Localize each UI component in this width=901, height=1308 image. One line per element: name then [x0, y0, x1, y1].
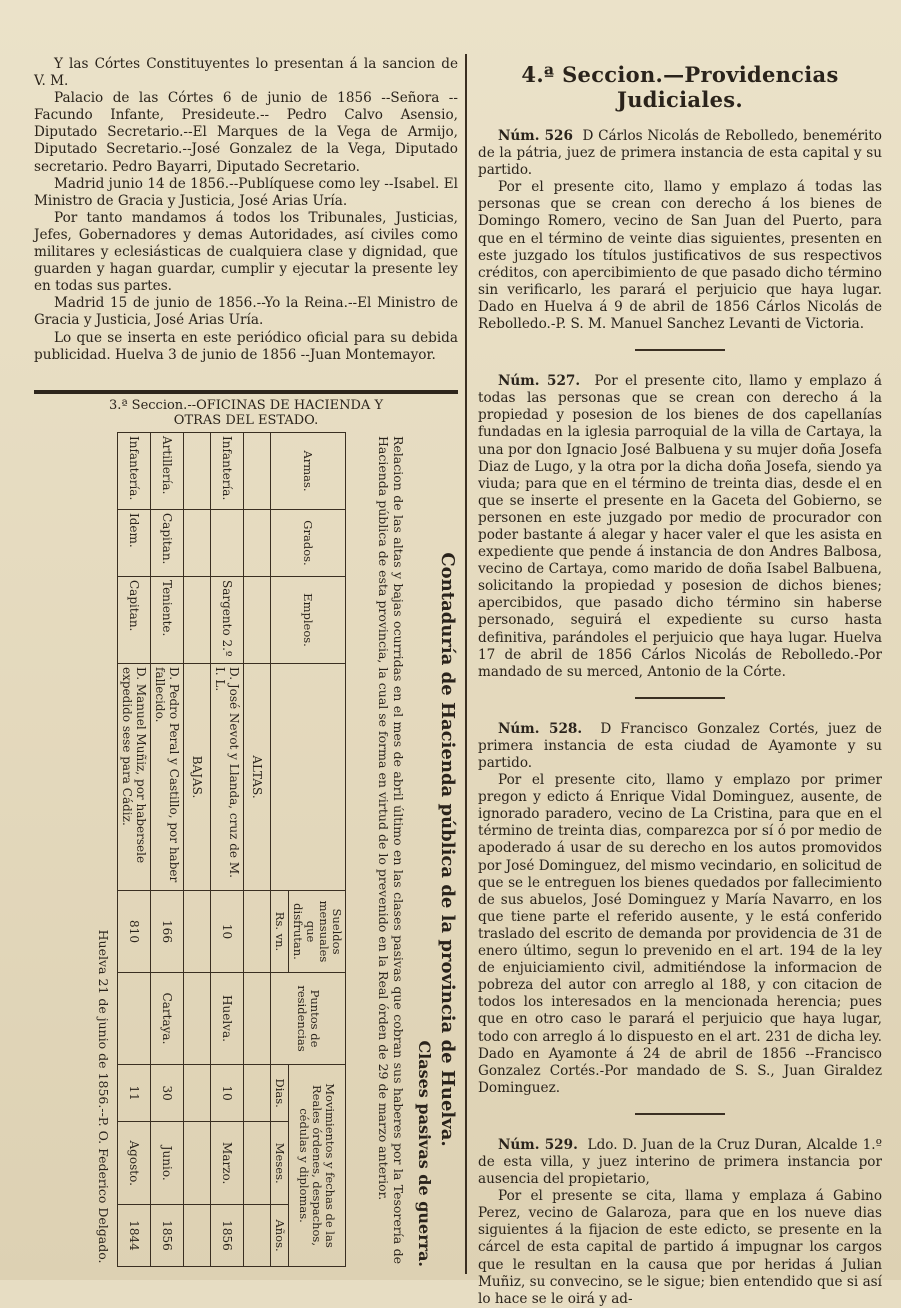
col-sueldos: Sueldos mensuales que disfrutan.: [289, 891, 346, 973]
notice-number: Núm. 528.: [498, 720, 583, 737]
right-column: [478, 56, 882, 1308]
notice-526: [478, 128, 882, 333]
col-meses: Meses.: [271, 1122, 289, 1205]
col-dias: Dias.: [271, 1065, 289, 1122]
cell-punto: [118, 973, 151, 1065]
paragraph: Madrid junio 14 de 1856.--Publíquese como ley --Isabel. El Ministro de Gracia y Justicia, José Arias Uría.: [34, 175, 458, 209]
altas-label: ALTAS.: [244, 664, 271, 891]
cell-sueldo: 810: [118, 891, 151, 973]
col-nombres: [271, 664, 346, 891]
cell-empleo: Sargento 2.º: [211, 577, 244, 664]
column-rule: [465, 54, 467, 1274]
cell-nombre: D. Manuel Muñiz, por habersele expedido sese para Cádiz.: [118, 664, 151, 891]
paragraph: Lo que se inserta en este periódico oficial para su debida publicidad. Huelva 3 de junio de 1856 --Juan Montemayor.: [34, 329, 458, 363]
cell-empleo: Capitan.: [118, 577, 151, 664]
notice-body: Por el presente cito, llamo y emplazo á todas las personas que se crean con derecho á los bienes de Domingo Romero, vecino de San Juan del Puerto, para que en el término de veinte dias siguientes, presenten en este juzgado los títulos justificativos de sus respectivos créditos, con apercibimiento de que pasado dicho término sin verificarlo, les parará el perjuicio que haya lugar. Dado en Huelva á 9 de abril de 1856 Cárlos Nicolás de Rebolledo.-P. S. M. Manuel Sanchez Levanti de Victoria.: [478, 179, 882, 333]
section-divider: [34, 390, 458, 394]
cell-nombre: D. Pedro Peral y Castillo, por haber fallecido.: [151, 664, 184, 891]
table-subtitle: Clases pasivas de guerra.: [415, 1040, 434, 1267]
table-row: [211, 433, 244, 1267]
cell-mes: Agosto.: [118, 1122, 151, 1205]
notice-number: Núm. 526: [498, 128, 573, 144]
cell-ano: 1856: [151, 1205, 184, 1267]
notice-heading: D Cárlos Nicolás de Rebolledo, benemérito de la pátria, juez de primera instancia de esta capital y su partido.: [478, 128, 882, 179]
table-footer-row: [93, 433, 118, 1267]
notice-number: Núm. 527.: [498, 373, 581, 390]
section-4-title: 4.ª Seccion.—Providencias Judiciales.: [521, 62, 839, 112]
notice-body: Por el presente se cita, llama y emplaza á Gabino Perez, vecino de Galaroza, para que en los nueve dias siguientes á la fijacion de este edicto, se presente en la cárcel de esta capital de partido á impugnar los cargos que le resultan en la causa que por heridas á Julian Muñiz, su convecino, se le sigue; bien entendido que si así lo hace se le oirá y ad-: [478, 1188, 882, 1307]
col-movimientos: Movimientos y fechas de las Reales órdenes, despachos, cédulas y diplomas.: [289, 1065, 346, 1267]
notice-heading: D Francisco Gonzalez Cortés, juez de primera instancia de esta ciudad de Ayamonte y su partido.: [478, 720, 882, 771]
section-3-title: 3.ª Seccion.--OFICINAS DE HACIENDA Y: [108, 398, 384, 413]
left-column: [34, 56, 458, 364]
cell-dia: 11: [118, 1065, 151, 1122]
notice-separator: [635, 1113, 725, 1115]
cell-grado: Capitan.: [151, 510, 184, 577]
table-footer: Huelva 21 de junio de 1856.--P. O. Federico Delgado.: [96, 929, 112, 1264]
cell-ano: 1856: [211, 1205, 244, 1267]
paragraph: Y las Córtes Constituyentes lo presentan á la sancion de V. M.: [34, 56, 458, 90]
table-row: [151, 433, 184, 1267]
col-empleos: Empleos.: [271, 577, 346, 664]
cell-grado: Idem.: [118, 510, 151, 577]
cell-mes: Marzo.: [211, 1122, 244, 1205]
cell-punto: Cartaya.: [151, 973, 184, 1065]
cell-empleo: Teniente.: [151, 577, 184, 664]
bajas-label: BAJAS.: [184, 664, 211, 891]
col-grados: Grados.: [271, 510, 346, 577]
pensions-table: [93, 432, 346, 1267]
pensions-table-block: [93, 432, 458, 1267]
paragraph: Madrid 15 de junio de 1856.--Yo la Reina.--El Ministro de Gracia y Justicia, José Arias Uría.: [34, 295, 458, 329]
table-header-row: [289, 433, 346, 1267]
paragraph: Por tanto mandamos á todos los Tribunales, Justicias, Jefes, Gobernadores y demas Autoridades, así civiles como militares y eclesiásticas de cualquiera clase y dignidad, que guarden y hagan guardar, cumplir y ejecutar la presente ley en todas sus partes.: [34, 209, 458, 295]
notice-529: [478, 1137, 882, 1308]
col-puntos: Puntos de residencias: [271, 973, 346, 1065]
cell-ano: 1844: [118, 1205, 151, 1267]
paragraph: Palacio de las Córtes 6 de junio de 1856 --Señora --Facundo Infante, Presideute.-- Pedro Calvo Asensio, Diputado Secretario.--El Marques de la Vega de Armijo, Diputado Secretario.--José Gonzalez de la Vega, Diputado secretario. Pedro Bayarri, Diputado Secretario.: [34, 90, 458, 175]
col-armas: Armas.: [271, 433, 346, 510]
cell-nombre: D. José Nevot y Llanda, cruz de M. I. L.: [211, 664, 244, 891]
cell-arma: Infantería.: [211, 433, 244, 510]
altas-label-row: [244, 433, 271, 1267]
notice-number: Núm. 529.: [498, 1136, 578, 1153]
col-anos: Años.: [271, 1205, 289, 1267]
cell-sueldo: 10: [211, 891, 244, 973]
notice-528: [478, 721, 882, 1097]
notice-body: Por el presente cito, llamo y emplazo á todas las personas que se crean con derecho á la propiedad y posesion de los bienes de dos capellanías fundadas en la iglesia parroquial de la villa de Cartaya, la una por don Ignacio José Balbuena y su mujer doña Josefa Diaz de Lugo, y la otra por la dicha doña Josefa, siendo ya viuda; para que en el término de treinta dias, desde el en que se inserte el presente en la Gaceta del Gobierno, se personen en este juzgado por medio de procurador con poder bastante á alegar y hacer valer el que les asista en expediente que pende á instancia de don Andres Balbosa, vecino de Cartaya, como marido de doña Isabel Balbuena, solicitando la propiedad y posesion de dichos bienes; apercibidos, que pasado dicho término sin haberse personado, seguirá el expediente su curso hasta definitiva, parándoles el perjuicio que haya lugar. Huelva 17 de abril de 1856 Cárlos Nicolás de Rebolledo.-Por mandado de su merced, Antonio de la Córte.: [478, 373, 882, 680]
notice-separator: [635, 697, 725, 699]
notice-527: [478, 373, 882, 681]
cell-dia: 10: [211, 1065, 244, 1122]
section-3-subtitle: OTRAS DEL ESTADO.: [173, 413, 319, 428]
section-3-heading: [34, 398, 458, 428]
table-description: Relacion de las altas y bajas ocurridas en el mes de abril último en las clases pasivas que cobran sus haberes por la Tesorería de Hacienda pública de esta provincia, la cual se forma en virtud de lo prevenido en la Real órden de 29 de marzo anterior.: [376, 436, 406, 1264]
cell-arma: Infantería.: [118, 433, 151, 510]
table-row: [118, 433, 151, 1267]
rotated-table-area: [93, 432, 458, 1267]
notice-separator: [635, 349, 725, 351]
cell-grado: [211, 510, 244, 577]
notice-body: Por el presente cito, llamo y emplazo por primer pregon y edicto á Enrique Vidal Dominguez, ausente, de ignorado paradero, vecino de La Cristina, para que en el término de treinta dias, comparezca por sí ó por medio de apoderado á usar de su derecho en los autos promovidos por José Dominguez, del mismo vecindario, en solicitud de que se le entreguen los bienes quedados por fallecimiento de sus abuelos, José Dominguez y María Navarro, en los que tiene parte el referido ausente, y le está conferido traslado del escrito de demanda por providencia de 31 de enero último, segun lo prevenido en el art. 194 de la ley de enjuiciamiento civil, admitiéndose la informacion de pobreza del autor con arreglo al 188, y con citacion de todos los interesados en la mencionada herencia; pues que en otro caso le parará el perjuicio que haya lugar, todo con arreglo á lo dispuesto en el art. 231 de dicha ley. Dado en Ayamonte á 24 de abril de 1856 --Francisco Gonzalez Cortés.-Por mandado de S. S., Juan Giraldez Dominguez.: [478, 772, 882, 1096]
cell-sueldo: 166: [151, 891, 184, 973]
cell-mes: Junio.: [151, 1122, 184, 1205]
col-rs: Rs. vn.: [271, 891, 289, 973]
notice-heading: Ldo. D. Juan de la Cruz Duran, Alcalde 1.º de esta villa, y juez interino de primera instancia por ausencia del propietario,: [478, 1136, 882, 1188]
bajas-label-row: [184, 433, 211, 1267]
cell-punto: Huelva.: [211, 973, 244, 1065]
table-title: Contaduría de Hacienda pública de la provincia de Huelva.: [437, 552, 458, 1147]
cell-arma: Artillería.: [151, 433, 184, 510]
cell-dia: 30: [151, 1065, 184, 1122]
